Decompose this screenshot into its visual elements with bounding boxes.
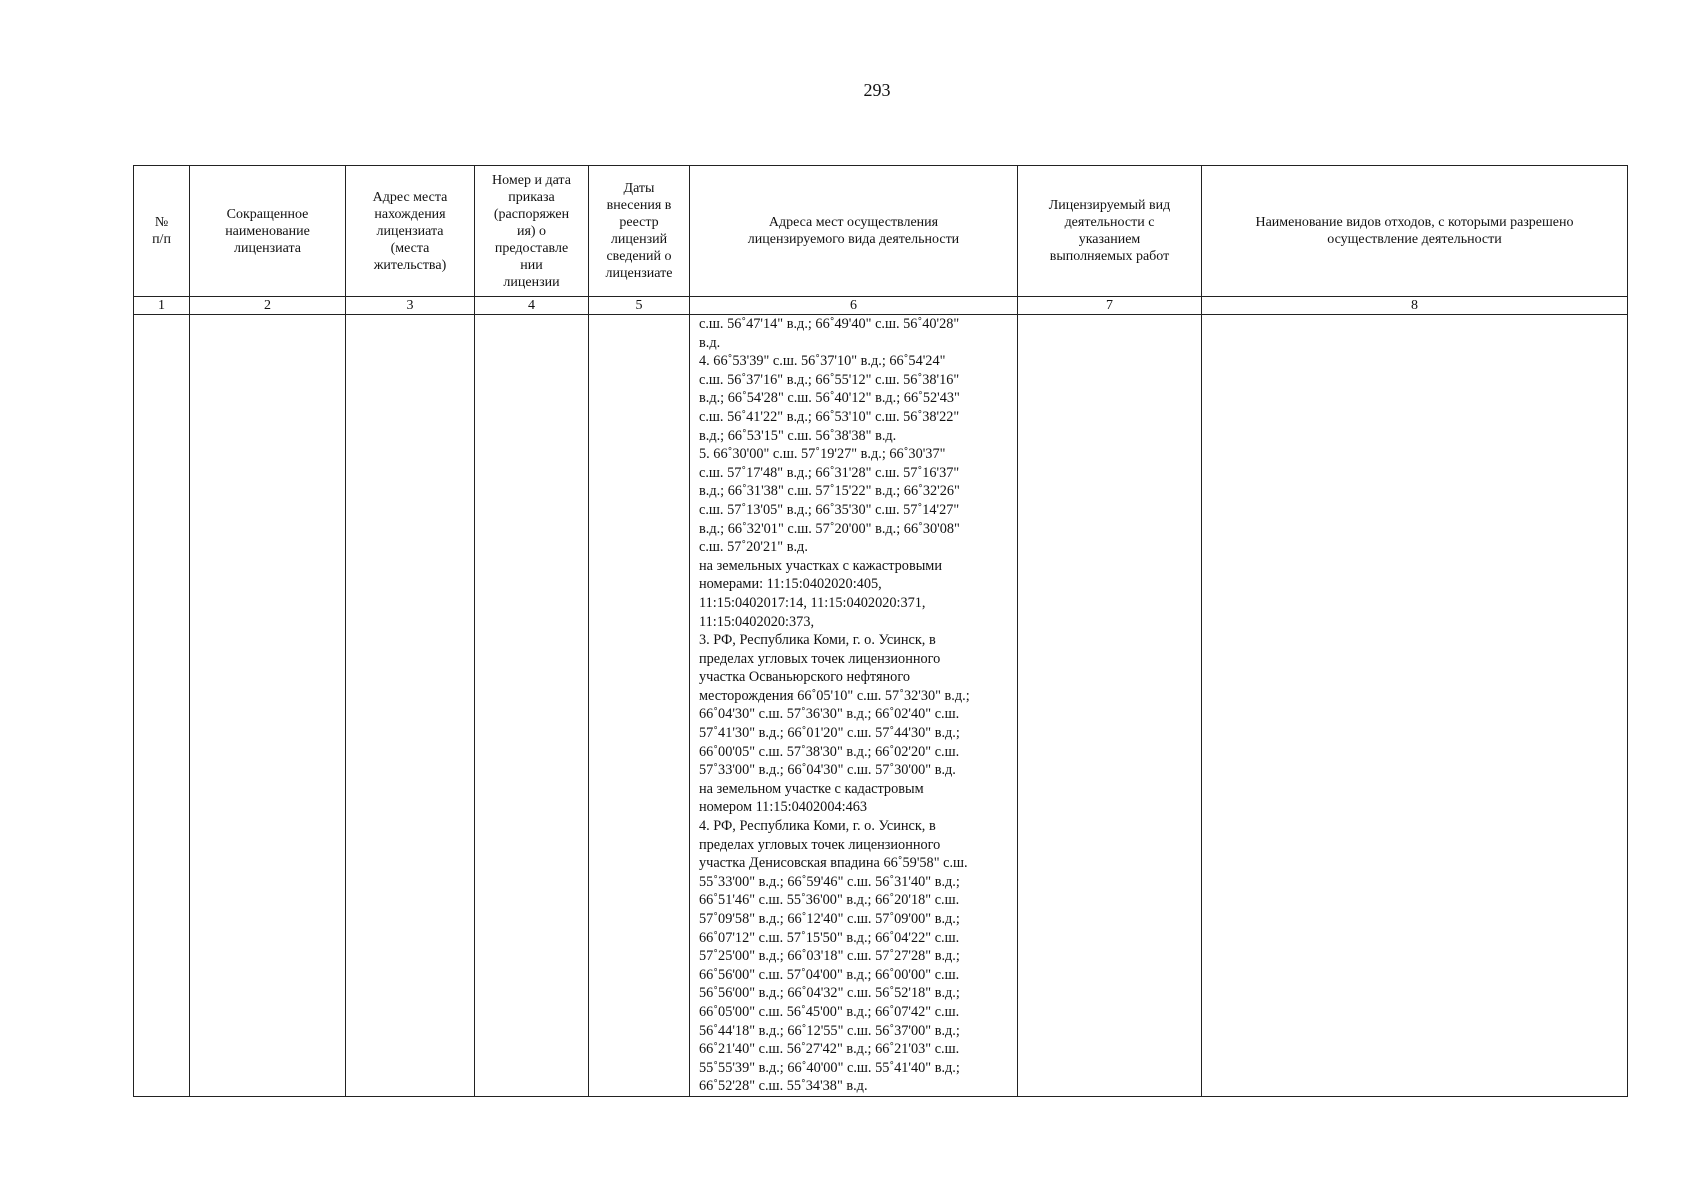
cell-number bbox=[134, 315, 190, 1097]
cell-waste-types bbox=[1202, 315, 1628, 1097]
column-number-1: 1 bbox=[134, 297, 190, 315]
cell-registry-dates bbox=[589, 315, 690, 1097]
license-registry-table bbox=[133, 165, 1628, 1097]
column-number-2: 2 bbox=[190, 297, 346, 315]
page-number: 293 bbox=[863, 80, 891, 100]
header-waste-types: Наименование видов отходов, с которыми разрешено осуществление деятельности bbox=[1202, 166, 1628, 297]
column-number-row bbox=[134, 297, 1628, 315]
column-number-4: 4 bbox=[475, 297, 589, 315]
column-number-7: 7 bbox=[1018, 297, 1202, 315]
column-number-8: 8 bbox=[1202, 297, 1628, 315]
cell-licensee-address bbox=[346, 315, 475, 1097]
header-number: № п/п bbox=[134, 166, 190, 297]
header-order-number-date: Номер и дата приказа (распоряжен ия) о предоставле нии лицензии bbox=[475, 166, 589, 297]
table-header-row bbox=[134, 166, 1628, 297]
header-licensee-name: Сокращенное наименование лицензиата bbox=[190, 166, 346, 297]
cell-activity-type bbox=[1018, 315, 1202, 1097]
header-licensee-address: Адрес места нахождения лицензиата (места жительства) bbox=[346, 166, 475, 297]
header-activity-type: Лицензируемый вид деятельности с указанием выполняемых работ bbox=[1018, 166, 1202, 297]
header-activity-addresses: Адреса мест осуществления лицензируемого вида деятельности bbox=[690, 166, 1018, 297]
column-number-3: 3 bbox=[346, 297, 475, 315]
cell-order-number-date bbox=[475, 315, 589, 1097]
header-registry-dates: Даты внесения в реестр лицензий сведений о лицензиате bbox=[589, 166, 690, 297]
activity-addresses-text: с.ш. 56˚47'14" в.д.; 66˚49'40" с.ш. 56˚40'28" в.д. 4. 66˚53'39" с.ш. 56˚37'10" в.д.; 66˚54'24" с.ш. 56˚37'16" в.д.; 66˚55'12" с.ш. 56˚38'16" в.д.; 66˚54'28" с.ш. 56˚40'12" в.д.; 66˚52'43" с.ш. 56˚41'22" в.д.; 66˚53'10" с.ш. 56˚38'22" в.д.; 66˚53'15" с.ш. 56˚38'38" в.д. 5. 66˚30'00" с.ш. 57˚19'27" в.д.; 66˚30'37" с.ш. 57˚17'48" в.д.; 66˚31'28" с.ш. 57˚16'37" в.д.; 66˚31'38" с.ш. 57˚15'22" в.д.; 66˚32'26" с.ш. 57˚13'05" в.д.; 66˚35'30" с.ш. 57˚14'27" в.д.; 66˚32'01" с.ш. 57˚20'00" в.д.; 66˚30'08" с.ш. 57˚20'21" в.д. на земельных участках с кажастровыми номерами: 11:15:0402020:405, 11:15:0402017:14, 11:15:0402020:371, 11:15:0402020:373, 3. РФ, Республика Коми, г. о. Усинск, в пределах угловых точек лицензионного участка Осваньюрского нефтяного месторождения 66˚05'10" с.ш. 57˚32'30" в.д.; 66˚04'30" с.ш. 57˚36'30" в.д.; 66˚02'40" с.ш. 57˚41'30" в.д.; 66˚01'20" с.ш. 57˚44'30" в.д.; 66˚00'05" с.ш. 57˚38'30" в.д.; 66˚02'20" с.ш. 57˚33'00" в.д.; 66˚04'30" с.ш. 57˚30'00" в.д. на земельном участке с кадастровым номером 11:15:0402004:463 4. РФ, Республика Коми, г. о. Усинск, в пределах угловых точек лицензионного участка Денисовская впадина 66˚59'58" с.ш. 55˚33'00" в.д.; 66˚59'46" с.ш. 56˚31'40" в.д.; 66˚51'46" с.ш. 55˚36'00" в.д.; 66˚20'18" с.ш. 57˚09'58" в.д.; 66˚12'40" с.ш. 57˚09'00" в.д.; 66˚07'12" с.ш. 57˚15'50" в.д.; 66˚04'22" с.ш. 57˚25'00" в.д.; 66˚03'18" с.ш. 57˚27'28" в.д.; 66˚56'00" с.ш. 57˚04'00" в.д.; 66˚00'00" с.ш. 56˚56'00" в.д.; 66˚04'32" с.ш. 56˚52'18" в.д.; 66˚05'00" с.ш. 56˚45'00" в.д.; 66˚07'42" с.ш. 56˚44'18" в.д.; 66˚12'55" с.ш. 56˚37'00" в.д.; 66˚21'40" с.ш. 56˚27'42" в.д.; 66˚21'03" с.ш. 55˚55'39" в.д.; 66˚40'00" с.ш. 55˚41'40" в.д.; 66˚52'28" с.ш. 55˚34'38" в.д. bbox=[699, 316, 970, 1095]
column-number-5: 5 bbox=[589, 297, 690, 315]
cell-licensee-name bbox=[190, 315, 346, 1097]
table-row bbox=[134, 315, 1628, 1097]
column-number-6: 6 bbox=[690, 297, 1018, 315]
cell-activity-addresses bbox=[690, 315, 1018, 1097]
